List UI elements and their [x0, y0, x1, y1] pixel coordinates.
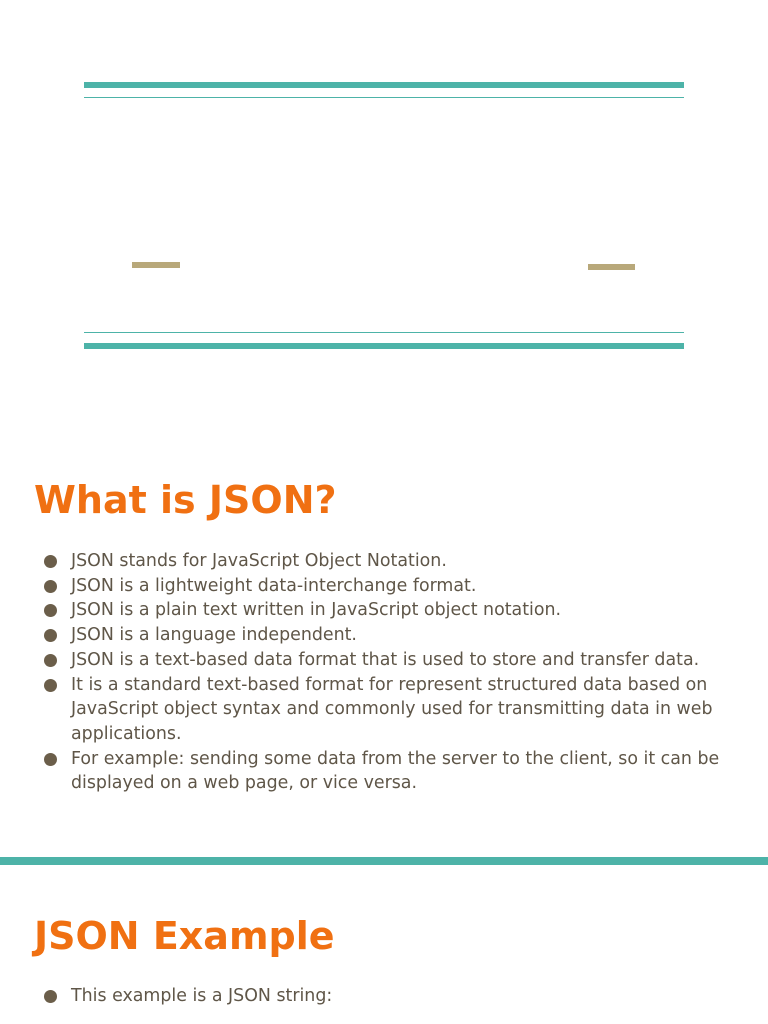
- bullet-text: It is a standard text-based format for represent structured data based on JavaScript object syntax and commonly used for transmitting data in web applications.: [71, 674, 713, 744]
- bullet-item: [0, 623, 768, 648]
- bullet-text: JSON is a language independent.: [71, 625, 357, 646]
- bullet-dot-icon: [44, 604, 57, 617]
- bullet-dot-icon: [44, 629, 57, 642]
- bullet-item: [0, 648, 768, 673]
- top-thick-rule: [84, 82, 684, 88]
- left-dash-mark: [132, 262, 180, 268]
- right-dash-mark: [588, 264, 635, 270]
- bullet-list: [0, 984, 768, 1009]
- bullet-item: [0, 747, 768, 796]
- bullet-text: For example: sending some data from the server to the client, so it can be displayed on a web page, or vice versa.: [71, 748, 720, 794]
- bullet-text: JSON is a text-based data format that is used to store and transfer data.: [71, 649, 700, 670]
- bullet-dot-icon: [44, 580, 57, 593]
- title-slide-frame: [84, 82, 684, 352]
- section-heading: JSON Example: [34, 914, 335, 958]
- bullet-item: [0, 673, 768, 747]
- section-heading: What is JSON?: [34, 478, 337, 522]
- bullet-dot-icon: [44, 990, 57, 1003]
- bullet-text: JSON stands for JavaScript Object Notation.: [71, 551, 447, 571]
- top-thin-rule: [84, 97, 684, 98]
- bullet-dot-icon: [44, 753, 57, 766]
- bullet-dot-icon: [44, 654, 57, 667]
- bullet-item: [0, 598, 768, 623]
- bullet-dot-icon: [44, 555, 57, 568]
- bottom-thick-rule: [84, 343, 684, 349]
- bullet-item: [0, 574, 768, 599]
- bullet-text: JSON is a plain text written in JavaScript object notation.: [71, 600, 562, 621]
- bottom-thin-rule: [84, 332, 684, 333]
- bullet-item: [0, 549, 768, 574]
- bullet-list: [0, 549, 768, 796]
- bullet-text: JSON is a lightweight data-interchange format.: [71, 575, 477, 596]
- section-divider: [0, 857, 768, 865]
- bullet-dot-icon: [44, 679, 57, 692]
- bullet-text: This example is a JSON string:: [71, 986, 333, 1006]
- bullet-item: [0, 984, 768, 1009]
